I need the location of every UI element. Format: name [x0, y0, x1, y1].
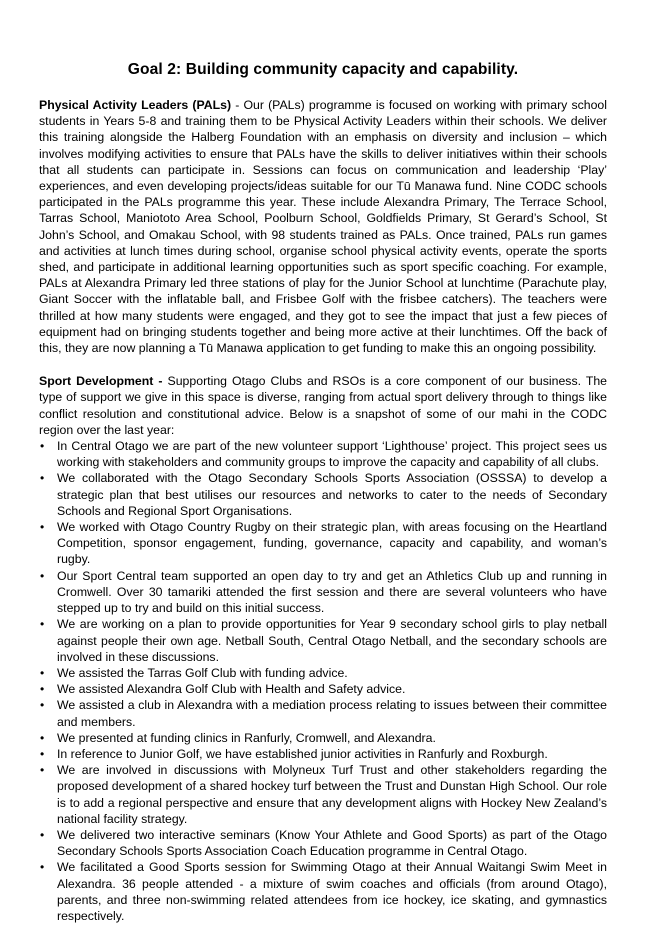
- list-item-text: We are involved in discussions with Molyneux Turf Trust and other stakeholders regarding the proposed development of a shared hockey turf between the Trust and Dunstan High School. Our role is to add a regional perspective and ensure that any development aligns with Hockey New Zealand’s national facility strategy.: [57, 763, 607, 826]
- bullet-icon: •: [40, 568, 45, 583]
- bullet-icon: •: [40, 520, 45, 535]
- list-item-text: We facilitated a Good Sports session for Swimming Otago at their Annual Waitangi Swim Meet in Alexandra. 36 people attended - a mixture of swim coaches and officials (from around Otago), parents, and three non-swimming related attendees from ice hockey, ice skating, and gymnastics respectively.: [57, 860, 607, 923]
- list-item: [39, 762, 607, 827]
- list-item-text: We worked with Otago Country Rugby on their strategic plan, with areas focusing on the Heartland Competition, sponsor engagement, funding, governance, capacity and capability, and woman’s rugby.: [57, 520, 607, 567]
- bullet-icon: •: [40, 860, 45, 875]
- list-item: [39, 616, 607, 665]
- list-item-text: Our Sport Central team supported an open day to try and get an Athletics Club up and running in Cromwell. Over 30 tamariki attended the first session and there are several volunteers who have stepped up to try and build on this initial success.: [57, 568, 607, 616]
- sport-development-paragraph: [39, 373, 607, 438]
- list-item-text: We assisted a club in Alexandra with a mediation process relating to issues between their committee and members.: [57, 698, 607, 729]
- pals-paragraph: [39, 97, 607, 356]
- pals-label: Physical Activity Leaders (PALs): [39, 98, 232, 112]
- bullet-icon: •: [40, 763, 45, 778]
- list-item: [39, 827, 607, 859]
- list-item: [39, 665, 607, 681]
- list-item-text: In Central Otago we are part of the new volunteer support ‘Lighthouse’ project. This project sees us working with stakeholders and community groups to improve the capacity and capability of all clubs.: [57, 439, 607, 470]
- page-title: Goal 2: Building community capacity and capability.: [127, 61, 519, 78]
- bullet-icon: •: [40, 730, 45, 745]
- list-item-text: We are working on a plan to provide opportunities for Year 9 secondary school girls to play netball against people their own age. Netball South, Central Otago Netball, and the secondary schools are involved in these discussions.: [57, 617, 607, 664]
- list-item-text: We assisted Alexandra Golf Club with Health and Safety advice.: [57, 682, 406, 697]
- list-item-text: We collaborated with the Otago Secondary Schools Sports Association (OSSSA) to develop a strategic plan that best utilises our resources and networks to cater to the needs of Secondary Schools and Regional Sport Organisations.: [57, 471, 607, 518]
- bullet-icon: •: [40, 439, 45, 454]
- pals-text: - Our (PALs) programme is focused on working with primary school students in Years 5-8 and training them to be Physical Activity Leaders within their schools. We deliver this training alongside the Halberg Foundation with an emphasis on diversity and inclusion – which involves modifying activities to ensure that PALs have the skills to deliver initiatives within their schools that all students can participate in. Sessions can focus on communication and leadership ‘Play’ experiences, and even developing projects/ideas suitable for our Tū Manawa fund. Nine CODC schools participated in the PALs programme this year. These include Alexandra Primary, The Terrace School, Tarras School, Maniototo Area School, Poolburn School, Goldfields Primary, St Gerard’s School, St John’s School, and Omakau School, with 98 students trained as PALs. Once trained, PALs run games and activities at lunch times during school, organise school physical activity events, operate the sports shed, and participate in additional learning opportunities such as sport specific coaching. For example, PALs at Alexandra Primary led three stations of play for the Junior School at lunchtime (Parachute play, Giant Soccer with the inflatable ball, and Frisbee Golf with the frisbee catchers). The teachers were thrilled at how many students were engaged, and they got to see the impact that just a few pieces of equipment had on bringing students together and being more active at their lunchtimes. Off the back of this, they are now planning a Tū Manawa application to get funding to make this an ongoing possibility.: [39, 98, 607, 356]
- bullet-icon: •: [40, 665, 45, 680]
- list-item-text: We presented at funding clinics in Ranfurly, Cromwell, and Alexandra.: [57, 730, 436, 745]
- bullet-icon: •: [40, 471, 45, 486]
- bullet-icon: •: [40, 746, 45, 761]
- list-item: [39, 470, 607, 519]
- bullet-icon: •: [40, 698, 45, 713]
- bullet-icon: •: [40, 827, 45, 842]
- list-item-text: We assisted the Tarras Golf Club with funding advice.: [57, 665, 348, 680]
- list-item: [39, 746, 607, 762]
- list-item-text: We delivered two interactive seminars (Know Your Athlete and Good Sports) as part of the Otago Secondary Schools Sports Association Coach Education programme in Central Otago.: [57, 827, 607, 859]
- list-item: [39, 697, 607, 729]
- sport-development-label: Sport Development -: [39, 374, 163, 389]
- list-item: [39, 859, 607, 924]
- list-item: [39, 519, 607, 568]
- bullet-icon: •: [40, 617, 45, 632]
- sport-development-list: [39, 438, 607, 924]
- document-page: [39, 0, 607, 924]
- sport-development-text: Supporting Otago Clubs and RSOs is a core component of our business. The type of support we give in this space is diverse, ranging from actual sport delivery through to things like conflict resolution and constitutional advice. Below is a snapshot of some of our mahi in the CODC region over the last year:: [39, 374, 608, 437]
- list-item: [39, 681, 607, 697]
- list-item-text: In reference to Junior Golf, we have established junior activities in Ranfurly and Roxburgh.: [57, 746, 548, 761]
- list-item: [39, 730, 607, 746]
- list-item: [39, 438, 607, 470]
- bullet-icon: •: [40, 682, 45, 697]
- list-item: [39, 568, 607, 617]
